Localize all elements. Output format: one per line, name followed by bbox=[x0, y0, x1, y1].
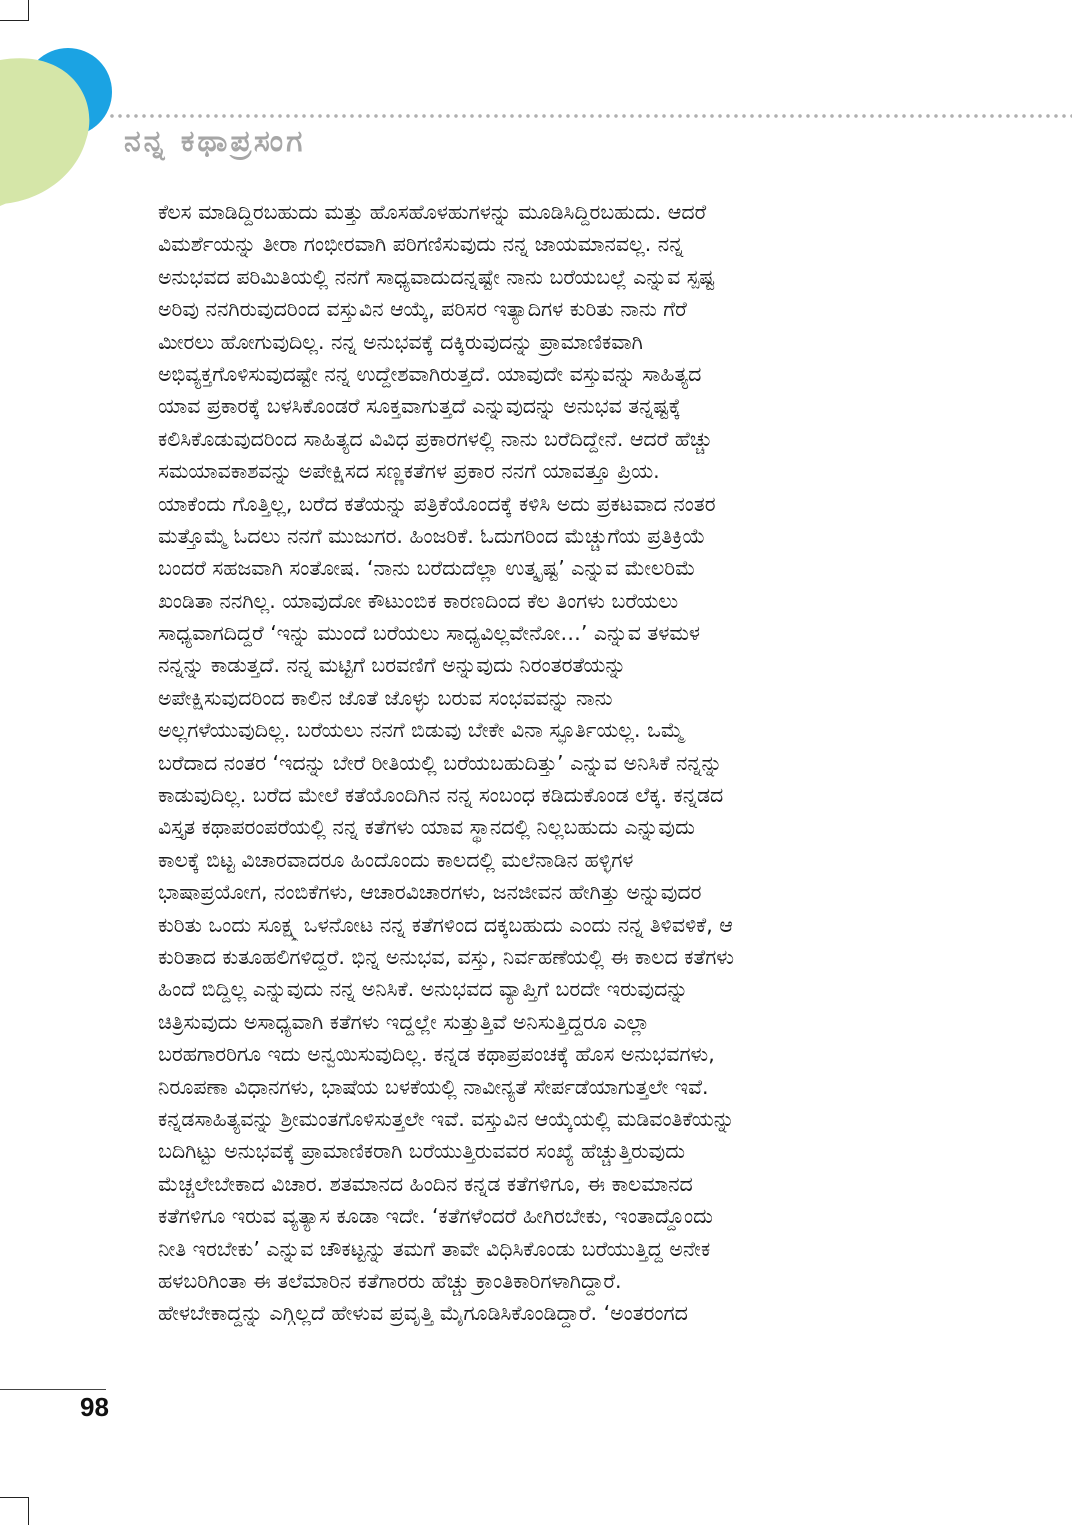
text-line: ಭಾಷಾಪ್ರಯೋಗ, ನಂಬಿಕೆಗಳು, ಆಚಾರವಿಚಾರಗಳು, ಜನಜೀವನ ಹೇಗಿತ್ತು ಅನ್ನುವುದರ bbox=[158, 880, 702, 905]
page-number: 98 bbox=[80, 1392, 109, 1422]
footer-rule bbox=[0, 1389, 106, 1390]
crop-mark-top-horizontal bbox=[0, 20, 29, 21]
text-line: ಮತ್ತೊಮ್ಮೆ ಓದಲು ನನಗೆ ಮುಜುಗರ. ಹಿಂಜರಿಕೆ. ಓದುಗರಿಂದ ಮೆಚ್ಚುಗೆಯ ಪ್ರತಿಕ್ರಿಯೆ bbox=[158, 523, 706, 548]
text-line: ಕಾಲಕ್ಕೆ ಬಿಟ್ಟ ವಿಚಾರವಾದರೂ ಹಿಂದೊಂದು ಕಾಲದಲ್ಲಿ ಮಲೆನಾಡಿನ ಹಳ್ಳಿಗಳ bbox=[158, 847, 634, 872]
text-line: ಅನುಭವದ ಪರಿಮಿತಿಯಲ್ಲಿ ನನಗೆ ಸಾಧ್ಯವಾದುದನ್ನಷ್ಟೇ ನಾನು ಬರೆಯಬಲ್ಲೆ ಎನ್ನುವ ಸ್ಪಷ್ಟ bbox=[158, 264, 715, 289]
body-paragraph bbox=[158, 196, 898, 1330]
text-line: ಹೇಳಬೇಕಾದ್ದನ್ನು ಎಗ್ಗಿಲ್ಲದೆ ಹೇಳುವ ಪ್ರವೃತ್ತಿ ಮೈಗೂಡಿಸಿಕೊಂಡಿದ್ದಾರೆ. ‘ಅಂತರಂಗದ bbox=[158, 1301, 688, 1326]
text-line: ಅರಿವು ನನಗಿರುವುದರಿಂದ ವಸ್ತುವಿನ ಆಯ್ಕೆ, ಪರಿಸರ ಇತ್ಯಾದಿಗಳ ಕುರಿತು ನಾನು ಗೆರೆ bbox=[158, 297, 687, 322]
text-line: ನನ್ನನ್ನು ಕಾಡುತ್ತದೆ. ನನ್ನ ಮಟ್ಟಿಗೆ ಬರವಣಿಗೆ ಅನ್ನುವುದು ನಿರಂತರತೆಯನ್ನು bbox=[158, 653, 627, 678]
text-line: ಬಂದರೆ ಸಹಜವಾಗಿ ಸಂತೋಷ. ‘ನಾನು ಬರೆದುದೆಲ್ಲಾ ಉತ್ಕೃಷ್ಟ’ ಎನ್ನುವ ಮೇಲರಿಮೆ bbox=[158, 556, 696, 581]
text-line: ಬರಹಗಾರರಿಗೂ ಇದು ಅನ್ವಯಿಸುವುದಿಲ್ಲ. ಕನ್ನಡ ಕಥಾಪ್ರಪಂಚಕ್ಕೆ ಹೊಸ ಅನುಭವಗಳು, bbox=[158, 1042, 715, 1067]
text-line: ಅಲ್ಲಗಳೆಯುವುದಿಲ್ಲ. ಬರೆಯಲು ನನಗೆ ಬಿಡುವು ಬೇಕೇ ವಿನಾ ಸ್ಫೂರ್ತಿಯಲ್ಲ. ಒಮ್ಮೆ bbox=[158, 718, 684, 743]
text-line: ವಿಸ್ತೃತ ಕಥಾಪರಂಪರೆಯಲ್ಲಿ ನನ್ನ ಕತೆಗಳು ಯಾವ ಸ್ಥಾನದಲ್ಲಿ ನಿಲ್ಲಬಹುದು ಎನ್ನುವುದು bbox=[158, 815, 695, 840]
text-line: ಅಪೇಕ್ಷಿಸುವುದರಿಂದ ಕಾಲಿನ ಜೊತೆ ಜೊಳ್ಳು ಬರುವ ಸಂಭವವನ್ನು ನಾನು bbox=[158, 685, 613, 710]
header-decoration bbox=[0, 40, 120, 210]
text-line: ಯಾಕೆಂದು ಗೊತ್ತಿಲ್ಲ, ಬರೆದ ಕತೆಯನ್ನು ಪತ್ರಿಕೆಯೊಂದಕ್ಕೆ ಕಳಿಸಿ ಅದು ಪ್ರಕಟವಾದ ನಂತರ bbox=[158, 491, 716, 516]
text-line: ಅಭಿವ್ಯಕ್ತಗೊಳಿಸುವುದಷ್ಟೇ ನನ್ನ ಉದ್ದೇಶವಾಗಿರುತ್ತದೆ. ಯಾವುದೇ ವಸ್ತುವನ್ನು ಸಾಹಿತ್ಯದ bbox=[158, 361, 702, 386]
text-line: ಹಳಬರಿಗಿಂತಾ ಈ ತಲೆಮಾರಿನ ಕತೆಗಾರರು ಹೆಚ್ಚು ಕ್ರಾಂತಿಕಾರಿಗಳಾಗಿದ್ದಾರೆ. bbox=[158, 1268, 622, 1293]
text-line: ಮೀರಲು ಹೋಗುವುದಿಲ್ಲ. ನನ್ನ ಅನುಭವಕ್ಕೆ ದಕ್ಕಿರುವುದನ್ನು ಪ್ರಾಮಾಣಿಕವಾಗಿ bbox=[158, 329, 643, 354]
text-line: ಖಂಡಿತಾ ನನಗಿಲ್ಲ. ಯಾವುದೋ ಕೌಟುಂಬಿಕ ಕಾರಣದಿಂದ ಕೆಲ ತಿಂಗಳು ಬರೆಯಲು bbox=[158, 588, 679, 613]
chapter-title: ನನ್ನ ಕಥಾಪ್ರಸಂಗ bbox=[124, 124, 306, 159]
text-line: ಕುರಿತು ಒಂದು ಸೂಕ್ಷ್ಮ ಒಳನೋಟ ನನ್ನ ಕತೆಗಳಿಂದ ದಕ್ಕಬಹುದು ಎಂದು ನನ್ನ ತಿಳಿವಳಿಕೆ, ಆ bbox=[158, 912, 733, 937]
text-line: ಬದಿಗಿಟ್ಟು ಅನುಭವಕ್ಕೆ ಪ್ರಾಮಾಣಿಕರಾಗಿ ಬರೆಯುತ್ತಿರುವವರ ಸಂಖ್ಯೆ ಹೆಚ್ಚುತ್ತಿರುವುದು bbox=[158, 1139, 685, 1164]
text-line: ವಿಮರ್ಶೆಯನ್ನು ತೀರಾ ಗಂಭೀರವಾಗಿ ಪರಿಗಣಿಸುವುದು ನನ್ನ ಜಾಯಮಾನವಲ್ಲ. ನನ್ನ bbox=[158, 232, 684, 257]
text-line: ಸಮಯಾವಕಾಶವನ್ನು ಅಪೇಕ್ಷಿಸದ ಸಣ್ಣಕತೆಗಳ ಪ್ರಕಾರ ನನಗೆ ಯಾವತ್ತೂ ಪ್ರಿಯ. bbox=[158, 459, 660, 484]
text-line: ಮೆಚ್ಚಲೇಬೇಕಾದ ವಿಚಾರ. ಶತಮಾನದ ಹಿಂದಿನ ಕನ್ನಡ ಕತೆಗಳಿಗೂ, ಈ ಕಾಲಮಾನದ bbox=[158, 1171, 693, 1196]
text-line: ಕನ್ನಡಸಾಹಿತ್ಯವನ್ನು ಶ್ರೀಮಂತಗೊಳಿಸುತ್ತಲೇ ಇವೆ. ವಸ್ತುವಿನ ಆಯ್ಕೆಯಲ್ಲಿ ಮಡಿವಂತಿಕೆಯನ್ನು bbox=[158, 1106, 735, 1131]
text-line: ಚಿತ್ರಿಸುವುದು ಅಸಾಧ್ಯವಾಗಿ ಕತೆಗಳು ಇದ್ದಲ್ಲೇ ಸುತ್ತುತ್ತಿವೆ ಅನಿಸುತ್ತಿದ್ದರೂ ಎಲ್ಲಾ bbox=[158, 1009, 650, 1034]
text-line: ಸಾಧ್ಯವಾಗದಿದ್ದರೆ ‘ಇನ್ನು ಮುಂದೆ ಬರೆಯಲು ಸಾಧ್ಯವಿಲ್ಲವೇನೋ…’ ಎನ್ನುವ ತಳಮಳ bbox=[158, 621, 700, 646]
text-line: ಕುರಿತಾದ ಕುತೂಹಲಿಗಳಿದ್ದರೆ. ಭಿನ್ನ ಅನುಭವ, ವಸ್ತು, ನಿರ್ವಹಣೆಯಲ್ಲಿ ಈ ಕಾಲದ ಕತೆಗಳು bbox=[158, 944, 734, 969]
text-line: ನೀತಿ ಇರಬೇಕು’ ಎನ್ನುವ ಚೌಕಟ್ಟನ್ನು ತಮಗೆ ತಾವೇ ವಿಧಿಸಿಕೊಂಡು ಬರೆಯುತ್ತಿದ್ದ ಅನೇಕ bbox=[158, 1236, 711, 1261]
text-line: ನಿರೂಪಣಾ ವಿಧಾನಗಳು, ಭಾಷೆಯ ಬಳಕೆಯಲ್ಲಿ ನಾವೀನ್ಯತೆ ಸೇರ್ಪಡೆಯಾಗುತ್ತಲೇ ಇವೆ. bbox=[158, 1074, 709, 1099]
dotted-divider bbox=[108, 113, 1072, 119]
text-line: ಹಿಂದೆ ಬಿದ್ದಿಲ್ಲ ಎನ್ನುವುದು ನನ್ನ ಅನಿಸಿಕೆ. ಅನುಭವದ ವ್ಯಾಪ್ತಿಗೆ ಬರದೇ ಇರುವುದನ್ನು bbox=[158, 977, 689, 1002]
text-line: ಕತೆಗಳಿಗೂ ಇರುವ ವ್ಯತ್ಯಾಸ ಕೂಡಾ ಇದೇ. ‘ಕತೆಗಳೆಂದರೆ ಹೀಗಿರಬೇಕು, ಇಂತಾದ್ದೊಂದು bbox=[158, 1204, 713, 1229]
text-line: ಕಾಡುವುದಿಲ್ಲ. ಬರೆದ ಮೇಲೆ ಕತೆಯೊಂದಿಗಿನ ನನ್ನ ಸಂಬಂಧ ಕಡಿದುಕೊಂಡ ಲೆಕ್ಕ. ಕನ್ನಡದ bbox=[158, 783, 724, 808]
text-line: ಬರೆದಾದ ನಂತರ ‘ಇದನ್ನು ಬೇರೆ ರೀತಿಯಲ್ಲಿ ಬರೆಯಬಹುದಿತ್ತು’ ಎನ್ನುವ ಅನಿಸಿಕೆ ನನ್ನನ್ನು bbox=[158, 750, 723, 775]
text-line: ಯಾವ ಪ್ರಕಾರಕ್ಕೆ ಬಳಸಿಕೊಂಡರೆ ಸೂಕ್ತವಾಗುತ್ತದೆ ಎನ್ನುವುದನ್ನು ಅನುಭವ ತನ್ನಷ್ಟಕ್ಕೆ bbox=[158, 394, 681, 419]
text-line: ಕಲಿಸಿಕೊಡುವುದರಿಂದ ಸಾಹಿತ್ಯದ ವಿವಿಧ ಪ್ರಕಾರಗಳಲ್ಲಿ ನಾನು ಬರೆದಿದ್ದೇನೆ. ಆದರೆ ಹೆಚ್ಚು bbox=[158, 426, 713, 451]
crop-mark-bottom-vertical bbox=[28, 1497, 29, 1525]
text-line: ಕೆಲಸ ಮಾಡಿದ್ದಿರಬಹುದು ಮತ್ತು ಹೊಸಹೊಳಹುಗಳನ್ನು ಮೂಡಿಸಿದ್ದಿರಬಹುದು. ಆದರೆ bbox=[158, 200, 707, 224]
crop-mark-bottom-horizontal bbox=[0, 1497, 29, 1498]
crop-mark-top-vertical bbox=[28, 0, 29, 20]
